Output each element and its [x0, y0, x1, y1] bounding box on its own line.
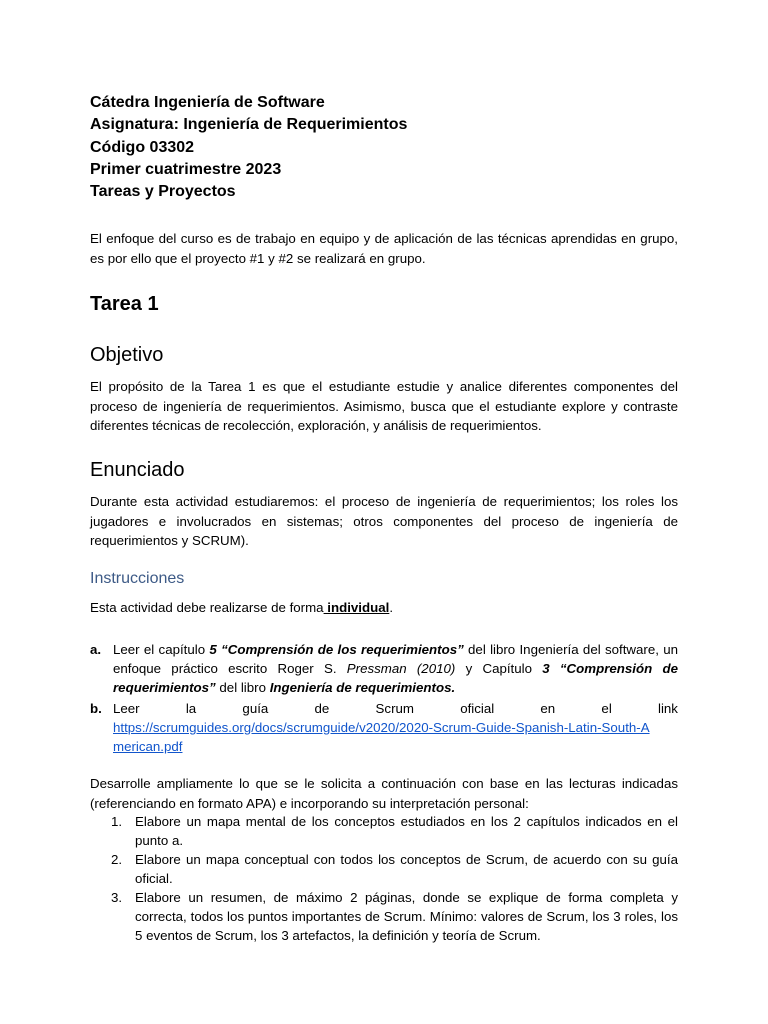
- item-a-text-4: del libro: [215, 680, 270, 695]
- desarrolle-section: [90, 774, 678, 813]
- header-asignatura: Asignatura: Ingeniería de Requerimientos: [90, 116, 408, 134]
- header-catedra: Cátedra Ingeniería de Software: [90, 94, 325, 111]
- numbered-text: Elabore un mapa conceptual con todos los conceptos de Scrum, de acuerdo con su guía oficial.: [135, 852, 678, 886]
- header-tareas: Tareas y Proyectos: [90, 183, 236, 201]
- scrum-guide-link-line-2[interactable]: merican.pdf: [113, 739, 183, 754]
- scrum-guide-link-line-1[interactable]: https://scrumguides.org/docs/scrumguide/v2020/2020-Scrum-Guide-Spanish-Latin-South-A: [113, 720, 650, 735]
- header-codigo: Código 03302: [90, 138, 195, 156]
- list-body-b: [113, 699, 678, 756]
- list-item-a: [90, 640, 678, 697]
- item-b-intro-line: [113, 699, 678, 718]
- instrucciones-heading: Instrucciones: [90, 570, 185, 587]
- intro-section: [90, 229, 678, 268]
- numbered-label: 3.: [111, 890, 123, 905]
- item-b-word: Scrum: [375, 701, 414, 716]
- objetivo-paragraph: El propósito de la Tarea 1 es que el estudiante estudie y analice diferentes componentes del proceso de ingeniería de requerimientos. Asimismo, busca que el estudiante explore y contraste diferentes técnicas de recolección, exploración, y análisis de requerimientos.: [90, 379, 678, 433]
- objetivo-section: [90, 377, 678, 436]
- instrucciones-paragraph: [90, 598, 393, 618]
- numbered-item-3: [90, 888, 678, 945]
- item-b-word: de: [314, 701, 330, 716]
- instrucciones-emphasis: individual: [323, 600, 390, 615]
- numbered-label: 2.: [111, 852, 123, 867]
- numbered-label: 1.: [111, 814, 123, 829]
- instrucciones-text: Esta actividad debe realizarse de forma: [90, 600, 324, 615]
- numbered-item-1: [90, 812, 678, 850]
- item-b-word: oficial: [460, 701, 495, 716]
- item-a-pressman: Pressman (2010): [346, 661, 456, 676]
- list-item-b: [90, 699, 678, 756]
- enunciado-section: [90, 492, 678, 551]
- item-a-text-3: y Capítulo: [455, 661, 543, 676]
- item-a-chapter-3: 3 “Comprensión de requerimientos”: [113, 661, 678, 695]
- header-cuatrimestre: Primer cuatrimestre 2023: [90, 160, 282, 178]
- item-b-word: link: [658, 701, 678, 716]
- list-label-a: a.: [90, 642, 102, 657]
- list-label-b: b.: [90, 701, 102, 716]
- scrum-guide-link[interactable]: [113, 718, 678, 756]
- enunciado-paragraph: Durante esta actividad estudiaremos: el proceso de ingeniería de requerimientos; los roles los jugadores e involucrados en sistemas; otros componentes del proceso de ingeniería de requerimientos y SCRUM).: [90, 494, 678, 548]
- intro-paragraph: El enfoque del curso es de trabajo en equipo y de aplicación de las técnicas aprendidas en grupo, es por ello que el proyecto #1 y #2 se realizará en grupo.: [90, 231, 678, 266]
- desarrolle-paragraph: Desarrolle ampliamente lo que se le solicita a continuación con base en las lecturas indicadas (referenciando en formato APA) e incorporando su interpretación personal:: [90, 776, 678, 811]
- tarea-heading: Tarea 1: [90, 293, 159, 315]
- enunciado-heading: Enunciado: [90, 459, 185, 481]
- document-header: [90, 92, 407, 203]
- item-a-chapter-5: 5 “Comprensión de los requerimientos”: [209, 642, 464, 657]
- item-b-word: guía: [242, 701, 269, 716]
- item-b-word: Leer: [113, 701, 140, 716]
- item-b-word: en: [540, 701, 556, 716]
- list-body-a: [113, 640, 678, 697]
- numbered-item-2: [90, 850, 678, 888]
- item-a-text-2: del libro Ingeniería del software, un enfoque práctico escrito Roger S.: [113, 642, 678, 676]
- numbered-text: Elabore un mapa mental de los conceptos estudiados en los 2 capítulos indicados en el punto a.: [135, 814, 678, 848]
- item-a-text-1: Leer el capítulo: [113, 642, 210, 657]
- numbered-text: Elabore un resumen, de máximo 2 páginas, donde se explique de forma completa y correcta, todos los puntos importantes de Scrum. Mínimo: valores de Scrum, los 3 roles, los 5 eventos de Scrum, los 3 artefactos, la definición y teoría de Scrum.: [135, 890, 678, 943]
- item-a-book-title: Ingeniería de requerimientos.: [269, 680, 456, 695]
- objetivo-heading: Objetivo: [90, 344, 164, 366]
- instrucciones-period: .: [389, 600, 394, 615]
- item-b-word: la: [185, 701, 197, 716]
- item-b-word: el: [601, 701, 612, 716]
